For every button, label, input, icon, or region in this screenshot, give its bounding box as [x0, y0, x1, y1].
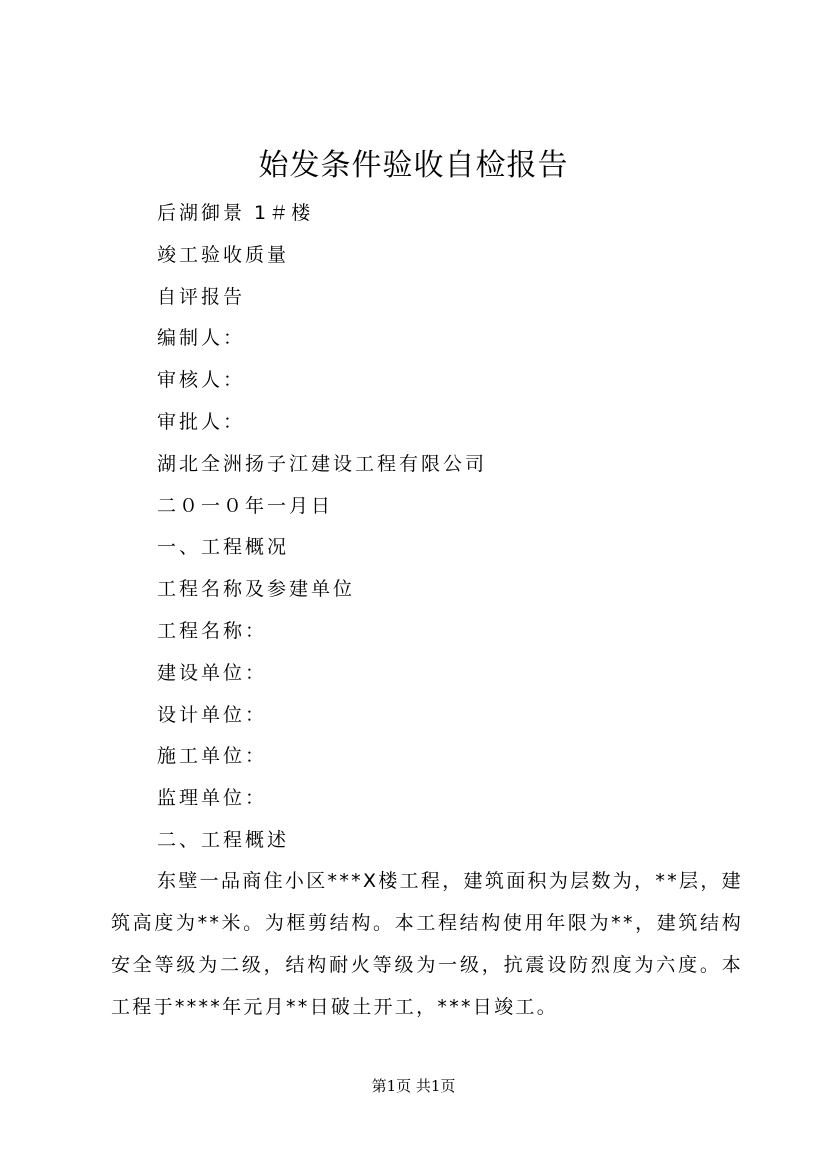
project-name-line: 后湖御景 1＃楼 [157, 202, 314, 224]
section-heading-summary: 二、工程概述 [157, 828, 290, 851]
approver-line: 审批人： [157, 410, 246, 433]
construction-unit-field: 施工单位： [157, 745, 268, 768]
project-name-field: 工程名称： [157, 619, 268, 642]
date-line: 二０一０年一月日 [157, 494, 334, 517]
supervision-unit-field: 监理单位： [157, 787, 268, 810]
owner-unit-field: 建设单位： [157, 661, 268, 684]
page-footer: 第1页 共1页 [371, 1077, 456, 1095]
design-unit-field: 设计单位： [157, 703, 268, 726]
reviewer-line: 审核人： [157, 369, 246, 392]
document-lines [157, 193, 487, 862]
compiler-line: 编制人： [157, 327, 246, 350]
report-type-line: 自评报告 [157, 285, 246, 308]
report-subject-line: 竣工验收质量 [157, 243, 290, 266]
company-line: 湖北全洲扬子江建设工程有限公司 [157, 452, 488, 475]
subsection-heading-participants: 工程名称及参建单位 [157, 578, 356, 601]
document-title: 始发条件验收自检报告 [258, 148, 569, 183]
section-heading-overview: 一、工程概况 [157, 536, 290, 559]
project-summary-paragraph: 东壁一品商住小区***X楼工程，建筑面积为层数为，**层，建筑高度为**米。为框剪结构。本工程结构使用年限为**，建筑结构安全等级为二级，结构耐火等级为一级，抗震设防烈度为六度。本工程于****年元月**日破土开工，***日竣工。 [111, 870, 743, 1018]
